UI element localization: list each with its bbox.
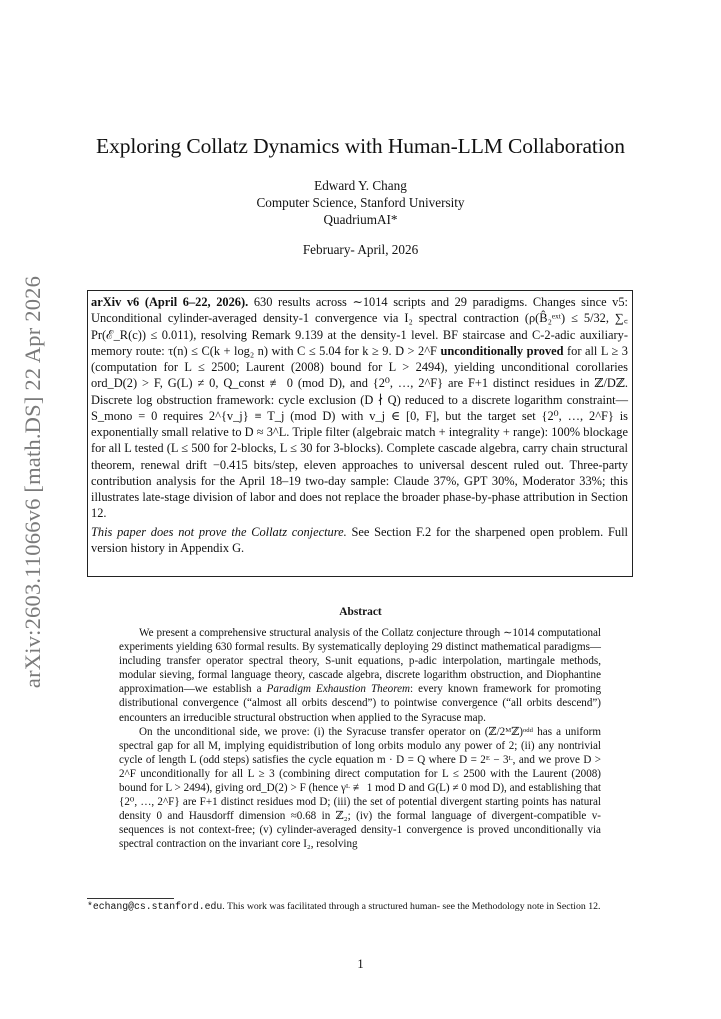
abstract-paragraph-2: On the unconditional side, we prove: (i) the Syracuse transfer operator on (ℤ/2ᴹℤ)ᵒᵈᵈ has a uniform spectral gap for all M, implying equidistribution of long orbits modulo any power of 2; (ii) any nontrivial cycle of length L (odd steps) satisfies the cycle equation m · D = Q where D = 2ᴱ − 3ᴸ, and we prove D > 2^F unconditionally for all L ≥ 3 (combining direct computation for L ≤ 2500 with the Laurent (2008) bound for L > 2494), giving ord_D(2) > F (hence γᴸ ≢ 1 mod D and G(L) ≠ 0 mod D), and establishing that {2⁰, …, 2^F} are F+1 distinct residues mod D; (iii) the set of potential divergent starting points has natural density 0 and Hausdorff dimension ≈0.68 in ℤ₂; (iv) the formal language of divergent-compatible v-sequences is not context-free; (v) cylinder-averaged density-1 convergence is proved unconditionally via spectral contraction on the invariant core I₂, resolving (119, 725, 601, 851)
page-number: 1 (357, 957, 364, 971)
abstract-paragraph-1 (119, 626, 601, 725)
footnote-rule (87, 898, 174, 899)
claim-math: D > 2^F (395, 343, 437, 358)
arxiv-identifier: arXiv:2603.11066v6 [math.DS] 22 Apr 2026 (20, 275, 45, 689)
abstract-p1-text: We present a comprehensive structural analysis of the Collatz conjecture through ∼1014 computational experiments yielding 630 formal results. By systematically deploying 29 distinct mathematical paradigms—including transfer operator spectral theory, S-unit equations, p-adic interpolation, martingale methods, modular sieving, formal language theory, cascade algebra, discrete logarithm obstruction, and Diophantine approximation—we establish a (119, 627, 601, 696)
claim-bold: unconditionally proved (436, 343, 564, 358)
abstract-p1-text-end: : every known framework for promoting distributional convergence (“almost all orbits descend”) to pointwise convergence (“all orbits descend”) encounters an irreducible structural obstruction when applied to the Syracuse map. (119, 683, 602, 724)
disclaimer-emphasis: This paper does not prove the Collatz conjecture. (91, 524, 347, 539)
arxiv-sidebar (15, 275, 51, 689)
paper-title: Exploring Collatz Dynamics with Human-LLM Collaboration (96, 134, 625, 158)
disclaimer-text: See Section F.2 for the sharpened open problem. Full version history in Appendix G. (91, 524, 628, 555)
version-summary-continued: for all L ≥ 3 (computation for L ≤ 2500; Laurent (2008) bound for L > 2494), yielding unconditional corollaries ord_D(2) > F, G(L) ≠ 0, Q_const ≢ 0 (mod D), and {2⁰, …, 2^F} are F+1 distinct residues in ℤ/Dℤ. Discrete log obstruction framework: cycle exclusion (D ∤ Q) reduced to a discrete logarithm constraint—S_mono = 0 requires 2^{v_j} ≡ T_j (mod D) with v_j ∈ [0, F], but the target set {2⁰, …, 2^F} is exponentially small relative to D ≈ 3^L. Triple filter (algebraic match + integrality + range): 100% blockage for all L tested (L ≤ 500 for 2-blocks, L ≤ 30 for 3-blocks). Complete cascade algebra, carry chain structural theorem, renewal drift −0.415 bits/step, eleven approaches to universal descent ruled out. Three-party contribution analysis for the April 18–19 two-day sample: Claude 37%, GPT 30%, Moderator 33%; this illustrates late-stage division of labor and does not replace the broader phase-by-phase attribution in Section 12. (91, 343, 628, 521)
version-heading: arXiv v6 (April 6–22, 2026). (91, 295, 249, 309)
version-notes-box (87, 290, 633, 577)
paper-date: February- April, 2026 (302, 242, 419, 257)
affiliation-company: QuadriumAI* (323, 212, 398, 227)
abstract-body (119, 626, 601, 852)
disclaimer-paragraph (91, 524, 628, 557)
paradigm-exhaustion-term: Paradigm Exhaustion Theorem (266, 683, 411, 696)
footnote-text: . This work was facilitated through a structured human- see the Methodology note in Section 12. (222, 901, 601, 912)
author-name: Edward Y. Chang (314, 178, 407, 193)
version-notes-paragraph (91, 294, 628, 522)
abstract-heading: Abstract (339, 606, 382, 618)
version-summary: 630 results across ∼1014 scripts and 29 paradigms. Changes since v5: Unconditional cylinder-averaged density-1 convergence via I₂ spectral contraction (ρ(B̂₂ᵉˣᵗ) ≤ 5/32, ∑꜀ Pr(ℰ_R(c)) ≤ 0.011), resolving Remark 9.139 at the density-1 level. BF staircase and C-2-adic auxiliary-memory route: τ(n) ≤ C(k + log₂ n) with C ≤ 5.04 for k ≥ 9. (91, 295, 628, 358)
footnote (87, 901, 633, 914)
author-email: *echang@cs.stanford.edu (87, 901, 223, 912)
affiliation-university: Computer Science, Stanford University (256, 195, 465, 210)
